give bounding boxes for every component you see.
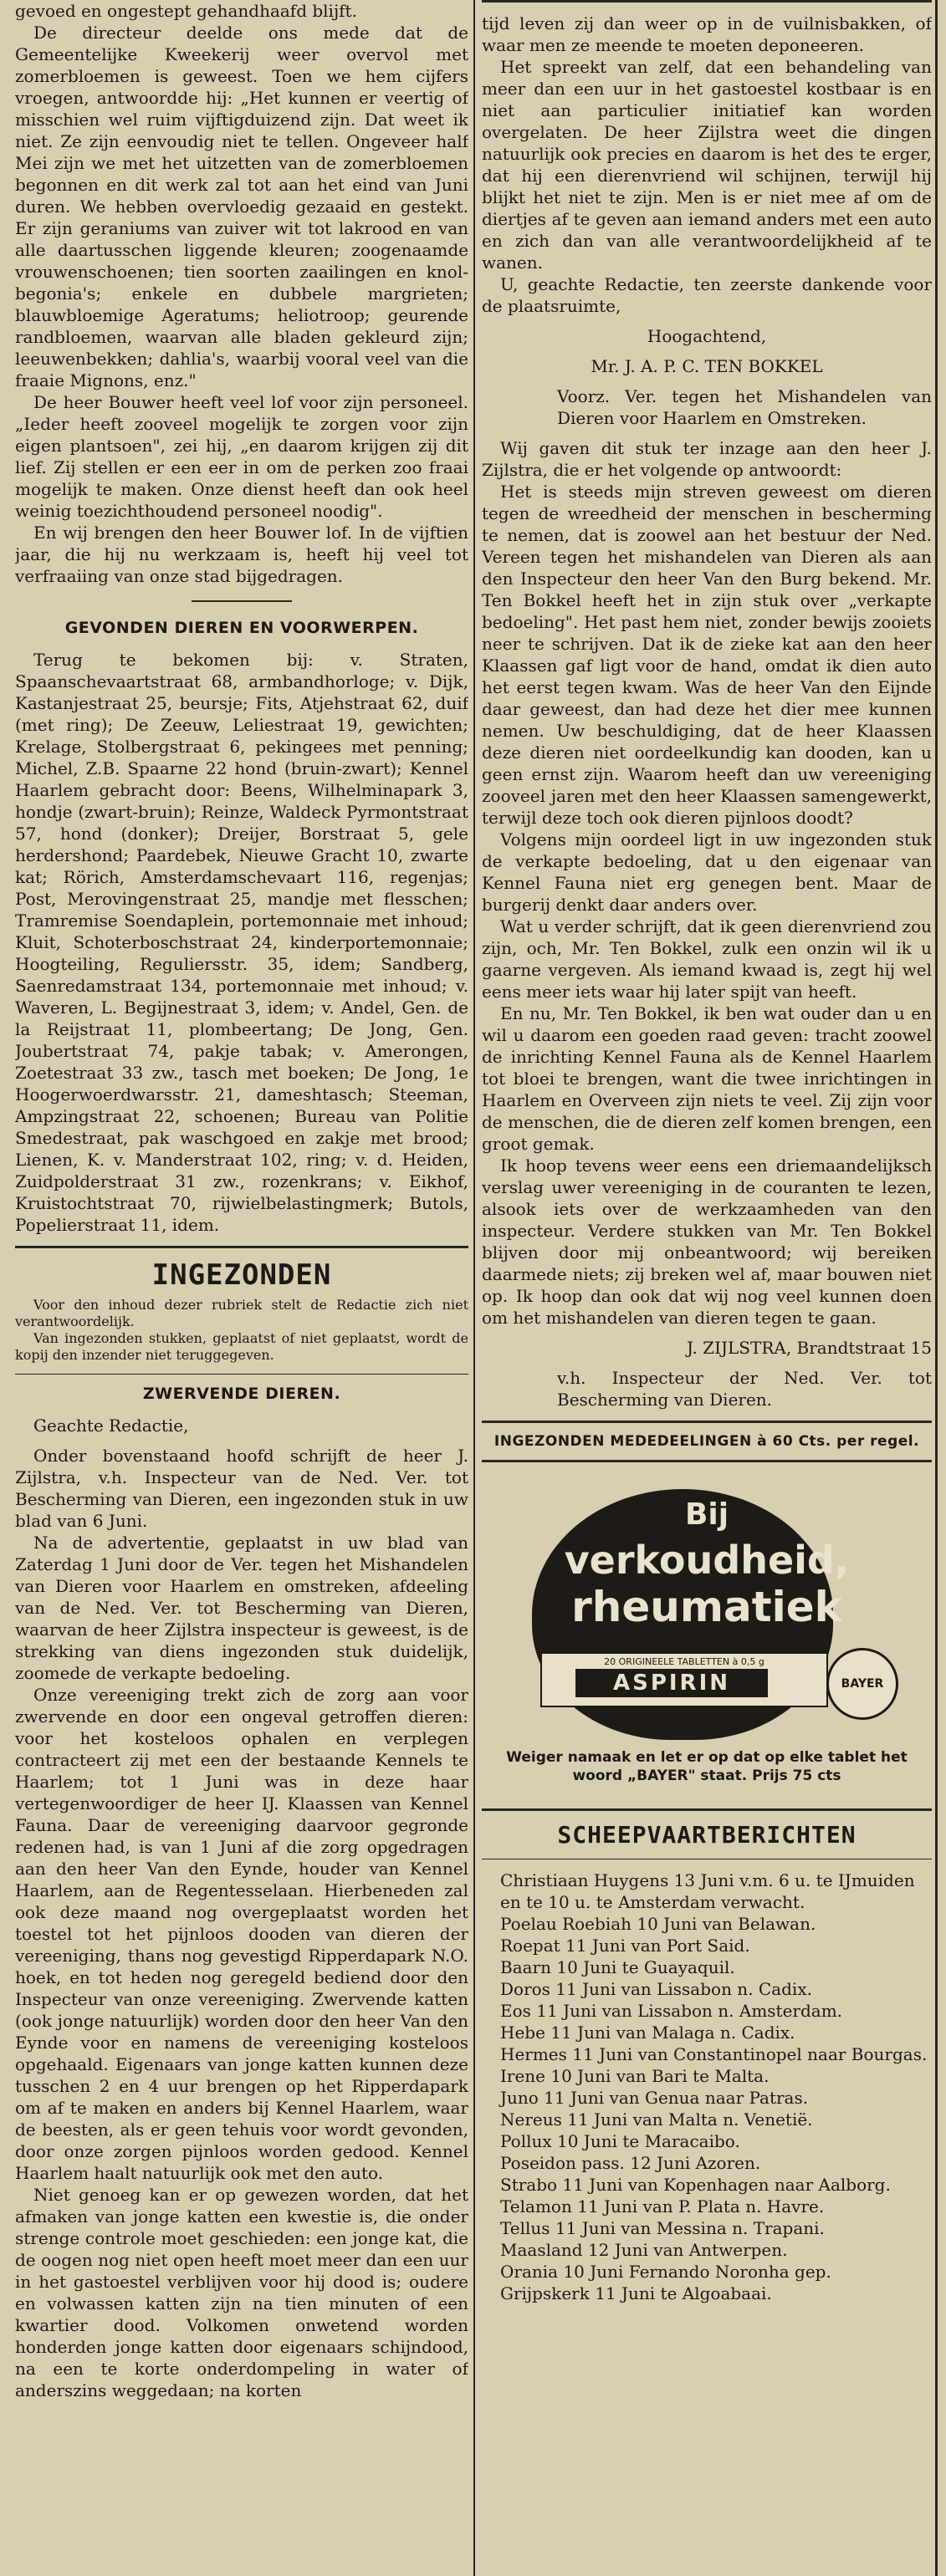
shipping-line: Baarn 10 Juni te Guayaquil.	[500, 1957, 735, 1977]
article-paragraph-4: Niet genoeg kan er op gewezen worden, dat het afmaken van jonge katten een kwestie is, die onder strenge controle moet geschieden: een jonge kat, die de oogen nog niet open heeft moet meer dan een uur in het gastoestel verblijven voor hij dood is; oudere en volwassen katten zijn na tien minuten of een kwartier dood. Volkomen onwetend worden honderden jonge katten door eigenaars schijndood, na een te korte onderdompeling in water of anderszins weggedaan; na korten	[15, 2185, 468, 2400]
shipping-line: Juno 11 Juni van Genua naar Patras.	[500, 2088, 809, 2108]
intro-paragraph-4: En wij brengen den heer Bouwer lof. In de vijftien jaar, die hij nu werkzaam is, heeft hij veel tot verfraaiing van onze stad bijgedragen.	[15, 523, 468, 586]
reply-paragraph-1: Wij gaven dit stuk ter inzage aan den heer J. Zijlstra, die er het volgende op antwoordt:	[482, 438, 932, 480]
shipping-line: Tellus 11 Juni van Messina n. Trapani.	[500, 2218, 825, 2238]
ingezonden-heading: INGEZONDEN	[151, 1258, 332, 1292]
shipping-rule	[482, 1808, 932, 1811]
reply-paragraph-4: Wat u verder schrijft, dat ik geen dierenvriend zou zijn, och, Mr. Ten Bokkel, zulk een onzin wil ik u gaarne vergeven. Als iemand kwaad is, zegt hij wel eens meer iets waar hij later spijt van heeft.	[482, 916, 932, 1002]
reply-signature: J. ZIJLSTRA, Brandtstraat 15	[687, 1338, 932, 1358]
reply-paragraph-2: Het is steeds mijn streven geweest om dieren tegen de wreedheid der menschen in bescherming te nemen, dat is zoowel aan het bestuur der Ned. Vereen tegen het mishandelen van Dieren als aan den Inspecteur den heer Van den Burg bekend. Mr. Ten Bokkel heeft het in zijn stuk over „verkapte bedoeling". Het past hem niet, zonder bewijs zooiets neer te schrijven. Dat ik de zieke kat aan den heer Klaassen gaf ligt voor de hand, omdat ik dien auto het eerst tegen kwam. Was de heer Van den Eijnde daar geweest, dan had deze het dier mee kunnen nemen. Uw beschuldiging, dat de heer Klaassen deze dieren niet oordeelkundig kan dooden, kan u geen ernst zijn. Waarom heeft dan uw vereeniging zooveel jaren met den heer Klaassen samengewerkt, terwijl deze toch ook dieren pijnloos doodt?	[482, 482, 932, 828]
reply-title: v.h. Inspecteur der Ned. Ver. tot Bescherming van Dieren.	[557, 1368, 932, 1410]
shipping-heading: SCHEEPVAARTBERICHTEN	[557, 1821, 857, 1849]
signature-name: Mr. J. A. P. C. TEN BOKKEL	[591, 356, 823, 376]
shipping-line: Poelau Roebiah 10 Juni van Belawan.	[500, 1914, 816, 1934]
shipping-line: Nereus 11 Juni van Malta n. Venetië.	[500, 2109, 813, 2130]
right-column	[482, 0, 932, 2576]
section-rule-thin	[15, 1374, 468, 1375]
shipping-line: Christiaan Huygens 13 Juni v.m. 6 u. te IJmuiden en te 10 u. te Amsterdam verwacht.	[500, 1870, 915, 1912]
ad-line-3: rheumatiek	[571, 1583, 842, 1631]
continuation-paragraph-2: Het spreekt van zelf, dat een behandeling van meer dan een uur in het gastoestel kostbaar is en niet aan particulier initiatief kan worden overgelaten. De heer Zijlstra weet die dingen natuurlijk ook precies en daarom is het des te erger, dat hij een dierenvriend wil schijnen, terwijl hij blijkt het niet te zijn. Men is er niet mee af om de diertjes af te geven aan iemand anders met een auto en zich dan van alle verantwoordelijkheid af te wanen.	[482, 57, 932, 273]
ads-heading: INGEZONDEN MEDEDEELINGEN à 60 Cts. per regel.	[493, 1433, 920, 1450]
found-items-text: Terug te bekomen bij: v. Straten, Spaanschevaartstraat 68, armbandhorloge; v. Dijk, Kastanjestraat 25, beursje; Fits, Atjehstraat 62, duif (met ring); De Zeeuw, Leliestraat 19, gewichten; Krelage, Stolbergstraat 6, pekingees met penning; Michel, Z.B. Spaarne 22 hond (bruin-zwart); Kennel Haarlem gebracht door: Beens, Wilhelminapark 3, hondje (zwart-bruin); Reinze, Waldeck Pyrmontstraat 57, hond (donker); Dreijer, Borstraat 5, gele herdershond; Paardebek, Nieuwe Gracht 10, zwarte kat; Rörich, Amsterdamschevaart 116, regenjas; Post, Merovingenstraat 25, mandje met flesschen; Tramremise Soendaplein, portemonnaie met inhoud; Kluit, Schoterboschstraat 24, kinderportemonnaie; Hoogteiling, Reguliersstr. 35, idem; Sandberg, Saenredamstraat 134, portemonnaie met inhoud; v. Waveren, L. Begijnestraat 3, idem; v. Andel, Gen. de la Reijstraat 11, plombeertang; De Jong, Gen. Joubertstraat 74, pakje tabak; v. Amerongen, Zoetestraat 33 zw., tasch met boeken; De Jong, 1e Hoogerwoerdwarsstr. 21, dameshtasch; Steeman, Ampzingstraat 22, schoenen; Bureau van Politie Smedestraat, pak waschgoed en zakje met brood; Lienen, K. v. Manderstraat 102, ring; v. d. Heiden, Zuidpolderstraat 31 zw., rozenkrans; v. Eikhof, Kruistochtstraat 70, rijwielbelastingmerk; Butols, Popelierstraat 11, idem.	[15, 650, 468, 1235]
top-rule	[482, 0, 932, 3]
salutation: Geachte Redactie,	[33, 1416, 189, 1436]
intro-paragraph-3: De heer Bouwer heeft veel lof voor zijn personeel. „Ieder heeft zooveel mogelijk te zorgen voor zijn eigen plantsoen", zei hij, „en daarom krijgen zij dit lief. Zij stellen er een eer in om de perken zoo fraai mogelijk te maken. Onze dienst heeft dan ook heel weinig toezichthoudend personeel noodig".	[15, 392, 468, 521]
article-paragraph-1: Onder bovenstaand hoofd schrijft de heer J. Zijlstra, v.h. Inspecteur van de Ned. Ver. tot Bescherming van Dieren, een ingezonden stuk in uw blad van 6 Juni.	[15, 1446, 468, 1531]
shipping-line: Doros 11 Juni van Lissabon n. Cadix.	[500, 1979, 812, 1999]
article-heading: ZWERVENDE DIEREN.	[142, 1385, 341, 1403]
shipping-line: Hermes 11 Juni van Constantinopel naar Bourgas.	[500, 2044, 928, 2064]
article-paragraph-2: Na de advertentie, geplaatst in uw blad van Zaterdag 1 Juni door de Ver. tegen het Mishandelen van Dieren voor Haarlem en omstreken, afdeeling van de Ned. Ver. tot Bescherming van Dieren, waarvan de heer Zijlstra inspecteur is geweest, is de strekking van diens ingezonden stuk duidelijk, zoomede de verkapte bedoeling.	[15, 1533, 468, 1683]
ingezonden-note-2: Van ingezonden stukken, geplaatst of niet geplaatst, wordt de kopij den inzender niet teruggegeven.	[15, 1330, 468, 1363]
shipping-line: Hebe 11 Juni van Malaga n. Cadix.	[500, 2023, 795, 2043]
reply-paragraph-5: En nu, Mr. Ten Bokkel, ik ben wat ouder dan u en wil u daarom een goeden raad geven: tracht zoowel de inrichting Kennel Fauna als de Kennel Haarlem tot bloei te brengen, want die twee inrichtingen in Haarlem en Overveen zijn niets te veel. Zij zijn voor de menschen, die de dieren zelf komen brengen, een groot gemak.	[482, 1003, 932, 1154]
ads-rule	[482, 1421, 932, 1423]
shipping-line: Eos 11 Juni van Lissabon n. Amsterdam.	[500, 2001, 843, 2021]
ad-footer: Weiger namaak en let er op dat op elke tablet het woord „BAYER" staat. Prijs 75 cts	[506, 1749, 908, 1784]
article-paragraph-3: Onze vereeniging trekt zich de zorg aan voor zwervende en door een ongeval getroffen dieren: voor het kosteloos ophalen en verplegen contracteert zij met een der bestaande Kennels te Haarlem; tot 1 Juni was in deze haar vertegenwoordiger de heer IJ. Klaassen van Kennel Fauna. Daar de vereeniging daarvoor gegronde redenen had, is van 1 Juni af die zorg opgedragen aan den heer Van den Eynde, houder van Kennel Haarlem, aan de Regentesselaan. Hierbeneden zal ook deze maand nog overgeplaatst worden het toestel tot het pijnloos dooden van dieren der vereeniging, thans nog gevestigd Ripperdapark N.O. hoek, en tot heden nog geregeld bediend door den Inspecteur van onze vereeniging. Zwervende katten (ook jonge natuurlijk) worden door den heer Van den Eynde voor en namens de vereeniging kosteloos opgehaald. Eigenaars van jonge katten kunnen deze tusschen 2 en 4 uur brengen op het Ripperdapark om af te maken en anders bij Kennel Haarlem, waar de beesten, als er geen tehuis voor wordt gevonden, door onze zorgen pijnloos worden gedood. Kennel Haarlem haalt natuurlijk ook met den auto.	[15, 1685, 468, 2183]
ad-line-2: verkoudheid,	[564, 1538, 850, 1583]
shipping-line: Pollux 10 Juni te Maracaibo.	[500, 2131, 740, 2151]
bayer-label: BAYER	[841, 1677, 884, 1691]
continuation-paragraph-1: tijd leven zij dan weer op in de vuilnisbakken, of waar men ze meende te moeten deponeeren.	[482, 13, 932, 55]
aspirin-package	[540, 1652, 828, 1707]
section-divider	[192, 600, 292, 602]
shipping-line: Roepat 11 Juni van Port Said.	[500, 1936, 750, 1956]
ad-line-1: Bij	[684, 1497, 729, 1532]
found-items-heading: GEVONDEN DIEREN EN VOORWERPEN.	[64, 619, 419, 637]
reply-paragraph-3: Volgens mijn oordeel ligt in uw ingezonden stuk de verkapte bedoeling, dat u den eigenaar van Kennel Fauna niet erg genegen bent. Maar de burgerij denkt daar anders over.	[482, 829, 932, 915]
shipping-line: Strabo 11 Juni van Kopenhagen naar Aalborg.	[500, 2175, 891, 2195]
left-column	[15, 0, 468, 2576]
signature-title: Voorz. Ver. tegen het Mishandelen van Dieren voor Haarlem en Omstreken.	[557, 386, 932, 428]
continuation-paragraph-3: U, geachte Redactie, ten zeerste dankende voor de plaatsruimte,	[482, 274, 932, 316]
reply-paragraph-6: Ik hoop tevens weer eens een driemaandelijksch verslag uwer vereeniging in de couranten te lezen, alsook iets over de werkzaamheden van den inspecteur. Verdere stukken van Mr. Ten Bokkel blijven door mij onbeantwoord; wij bereiken daarmede niets; zij breken wel af, maar bouwen niet op. Ik hoop dan ook dat wij nog veel kunnen doen om het mishandelen van dieren tegen te gaan.	[482, 1155, 932, 1328]
shipping-list	[482, 1870, 932, 2304]
intro-paragraph-2: De directeur deelde ons mede dat de Gemeentelijke Kweekerij weer overvol met zomerbloemen is geweest. Toen we hem cijfers vroegen, antwoordde hij: „Het kunnen er veertig of misschien wel ruim vijftigduizend zijn. Dat weet ik niet. Ze zijn eenvoudig niet te tellen. Ongeveer half Mei zijn we met het uitzetten van de zomerbloemen begonnen en dit werk zal tot aan het eind van Juni duren. We hebben overvloedig gezaaid en gestekt. Er zijn geraniums van zuiver wit tot lakrood en van alle daartusschen liggende kleuren; zoogenaamde vrouwenschoenen; tien soorten zaailingen en knol-begonia's; enkele en dubbele margrieten; blauwbloemige Ageratums; heliotroop; geurende randbloemen, waarvan alle bladen gekleurd zijn; leeuwenbekken; dahlia's, waarbij vooral veel van die fraaie Mignons, enz."	[15, 23, 468, 390]
shipping-line: Grijpskerk 11 Juni te Algoabaai.	[500, 2283, 772, 2303]
shipping-line: Orania 10 Juni Fernando Noronha gep.	[500, 2262, 831, 2282]
bayer-cross-icon	[826, 1648, 898, 1720]
aspirin-advertisement	[482, 1472, 932, 1798]
page-edge-rule	[935, 0, 938, 2576]
column-divider	[473, 0, 475, 2576]
package-label: 20 ORIGINEELE TABLETTEN à 0,5 g	[604, 1656, 764, 1667]
section-rule	[15, 1246, 468, 1248]
shipping-line: Maasland 12 Juni van Antwerpen.	[500, 2240, 788, 2260]
ingezonden-note-1: Voor den inhoud dezer rubriek stelt de Redactie zich niet verantwoordelijk.	[15, 1297, 468, 1329]
closing: Hoogachtend,	[647, 326, 767, 346]
aspirin-brand: ASPIRIN	[575, 1669, 768, 1697]
shipping-line: Poseidon pass. 12 Juni Azoren.	[500, 2153, 761, 2173]
ads-rule-2	[482, 1460, 932, 1462]
shipping-line: Telamon 11 Juni van P. Plata n. Havre.	[500, 2196, 825, 2216]
shipping-line: Irene 10 Juni van Bari te Malta.	[500, 2066, 770, 2086]
intro-paragraph-1: gevoed en ongestept gehandhaafd blijft.	[15, 1, 357, 21]
